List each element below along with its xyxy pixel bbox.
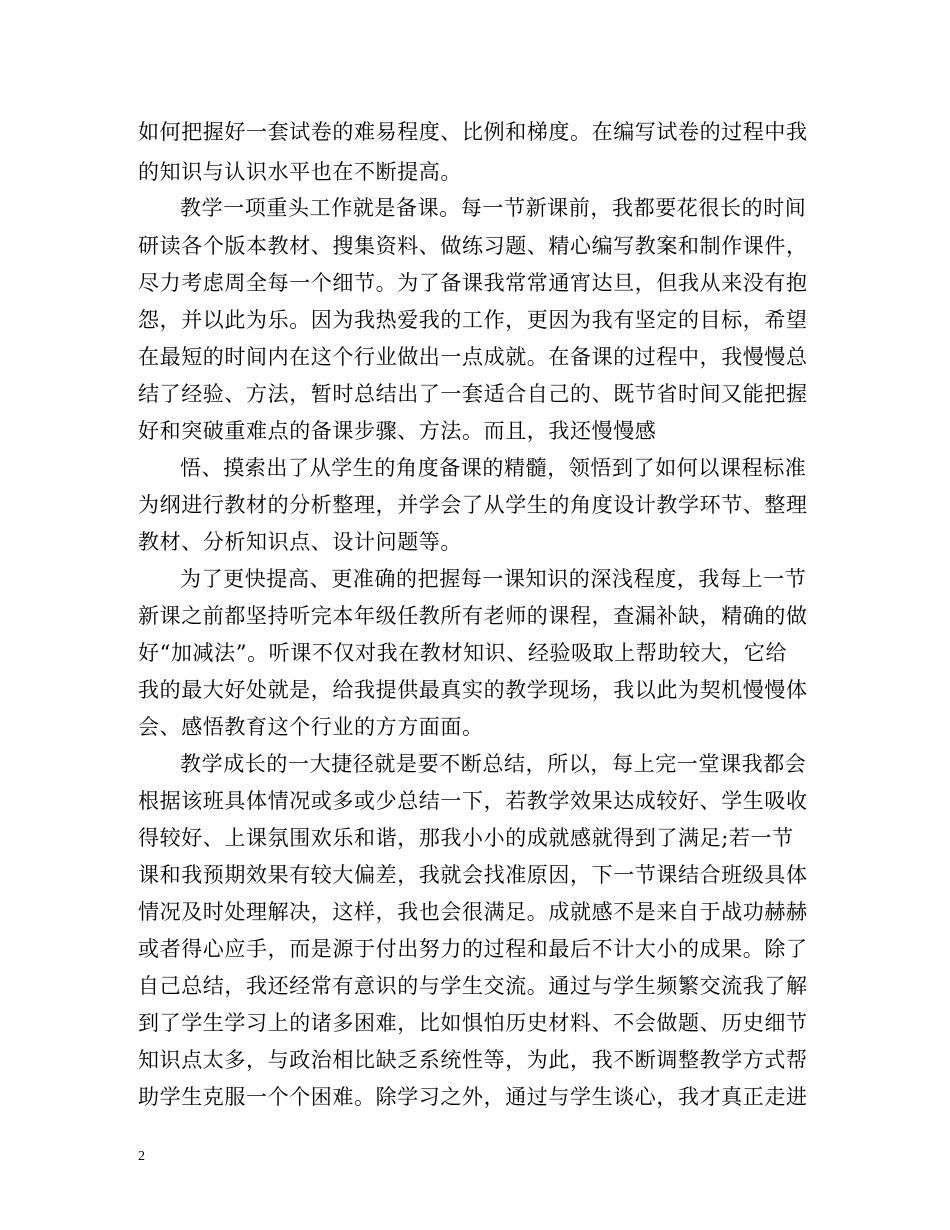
- text-line: 会、感悟教育这个行业的方方面面。: [138, 715, 484, 739]
- text-line: 结了经验、方法，暂时总结出了一套适合自己的、既节省时间又能把握: [138, 382, 808, 406]
- text-line: 情况及时处理解决，这样，我也会很满足。成就感不是来自于战功赫赫: [138, 900, 808, 924]
- text-line: 好“加减法”。听课不仅对我在教材知识、经验吸取上帮助较大，它给: [138, 641, 788, 665]
- text-line: 的知识与认识水平也在不断提高。: [138, 160, 462, 184]
- text-line: 尽力考虑周全每一个细节。为了备课我常常通宵达旦，但我从来没有抱: [138, 271, 808, 295]
- text-line: 或者得心应手，而是源于付出努力的过程和最后不计大小的成果。除了: [138, 937, 808, 961]
- text-line: 自己总结，我还经常有意识的与学生交流。通过与学生频繁交流我了解: [138, 974, 808, 998]
- text-line: 助学生克服一个个困难。除学习之外，通过与学生谈心，我才真正走进: [138, 1085, 808, 1109]
- text-line: 悟、摸索出了从学生的角度备课的精髓，领悟到了如何以课程标准: [180, 456, 807, 480]
- text-line: 在最短的时间内在这个行业做出一点成就。在备课的过程中，我慢慢总: [138, 345, 808, 369]
- text-line: 研读各个版本教材、搜集资料、做练习题、精心编写教案和制作课件，: [138, 234, 808, 258]
- text-line: 好和突破重难点的备课步骤、方法。而且，我还慢慢感: [138, 419, 657, 443]
- page-number: 2: [138, 1149, 145, 1164]
- text-line: 怨，并以此为乐。因为我热爱我的工作，更因为我有坚定的目标，希望: [138, 308, 808, 332]
- text-line: 如何把握好一套试卷的难易程度、比例和梯度。在编写试卷的过程中我: [138, 120, 808, 144]
- text-line: 新课之前都坚持听完本年级任教所有老师的课程，查漏补缺，精确的做: [138, 604, 808, 628]
- text-line: 我的最大好处就是，给我提供最真实的教学现场，我以此为契机慢慢体: [138, 678, 808, 702]
- text-line: 教材、分析知识点、设计问题等。: [138, 530, 462, 554]
- text-line: 根据该班具体情况或多或少总结一下，若教学效果达成较好、学生吸收: [138, 789, 808, 813]
- text-line: 教学一项重头工作就是备课。每一节新课前，我都要花很长的时间: [180, 196, 807, 220]
- text-line: 教学成长的一大捷径就是要不断总结，所以，每上完一堂课我都会: [180, 752, 807, 776]
- text-line: 为纲进行教材的分析整理，并学会了从学生的角度设计教学环节、整理: [138, 493, 808, 517]
- text-line: 得较好、上课氛围欢乐和谐，那我小小的成就感就得到了满足;若一节: [138, 826, 794, 850]
- text-line: 知识点太多，与政治相比缺乏系统性等，为此，我不断调整教学方式帮: [138, 1048, 808, 1072]
- text-line: 到了学生学习上的诸多困难，比如惧怕历史材料、不会做题、历史细节: [138, 1011, 808, 1035]
- text-line: 为了更快提高、更准确的把握每一课知识的深浅程度，我每上一节: [180, 567, 807, 591]
- text-line: 课和我预期效果有较大偏差，我就会找准原因，下一节课结合班级具体: [138, 863, 808, 887]
